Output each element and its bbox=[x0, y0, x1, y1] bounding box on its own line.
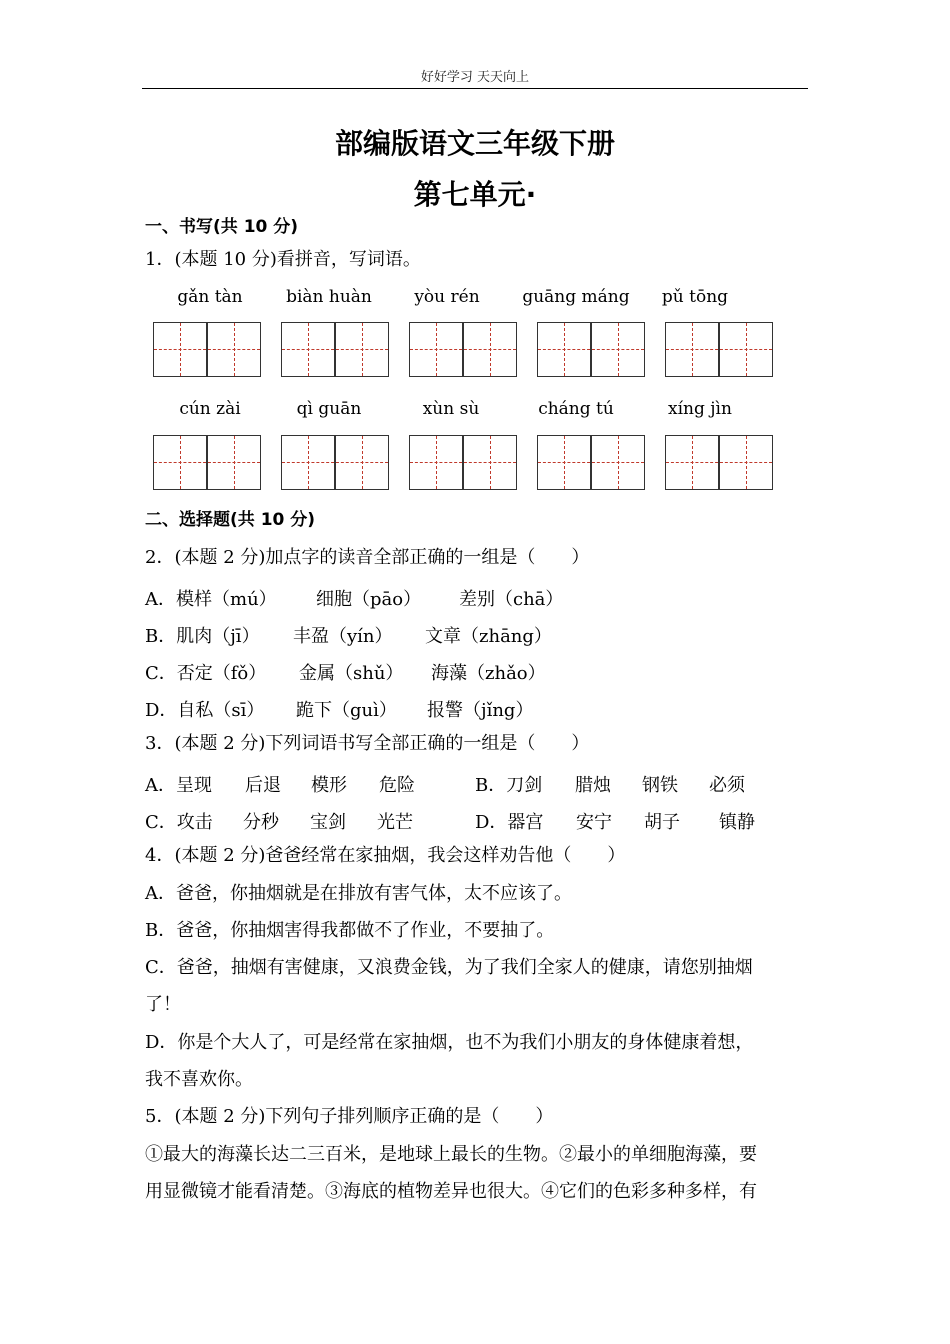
section-heading-writing: 一、书写(共 10 分) bbox=[145, 217, 299, 237]
option-c-word: 宝剑 bbox=[310, 812, 346, 833]
question-3-stem: 3．(本题 2 分)下列词语书写全部正确的一组是（ ） bbox=[145, 733, 590, 754]
option-c-word: 分秒 bbox=[243, 812, 279, 833]
option-c[interactable]: C．否定（fǒ） bbox=[145, 663, 267, 684]
option-b[interactable]: B．肌肉（jī） bbox=[145, 626, 260, 647]
writing-grid[interactable] bbox=[537, 435, 645, 490]
option-d-word: 胡子 bbox=[644, 812, 680, 833]
option-b[interactable]: B．爸爸，你抽烟害得我都做不了作业，不要抽了。 bbox=[145, 920, 555, 941]
pinyin-label: cháng tú bbox=[538, 399, 614, 419]
option-c[interactable]: C．爸爸，抽烟有害健康，又浪费金钱，为了我们全家人的健康，请您别抽烟 bbox=[145, 957, 753, 978]
unit-title: 第七单元· bbox=[413, 178, 537, 211]
pinyin-label: cún zài bbox=[179, 399, 241, 419]
option-b-word: 钢铁 bbox=[642, 775, 678, 796]
writing-grid[interactable] bbox=[409, 322, 517, 377]
writing-grid[interactable] bbox=[665, 435, 773, 490]
option-d-word: 报警（jǐng） bbox=[427, 700, 534, 721]
option-c-word: 海藻（zhǎo） bbox=[431, 663, 546, 684]
pinyin-label: xùn sù bbox=[422, 399, 480, 419]
pinyin-label: qì guān bbox=[296, 399, 362, 419]
page-title: 部编版语文三年级下册 bbox=[334, 127, 615, 160]
option-a-word: 差别（chā） bbox=[459, 589, 564, 610]
option-d-word: 安宁 bbox=[576, 812, 612, 833]
question-5-passage: 用显微镜才能看清楚。③海底的植物差异也很大。④它们的色彩多种多样，有 bbox=[145, 1181, 757, 1202]
option-c[interactable]: C．攻击 bbox=[145, 812, 213, 833]
option-b[interactable]: B．刀剑 bbox=[475, 775, 543, 796]
option-a-word: 后退 bbox=[245, 775, 281, 796]
option-d[interactable]: D．你是个大人了，可是经常在家抽烟，也不为我们小朋友的身体健康着想， bbox=[145, 1032, 754, 1053]
header-text: 好好学习 天天向上 bbox=[420, 70, 530, 85]
question-4-stem: 4．(本题 2 分)爸爸经常在家抽烟，我会这样劝告他（ ） bbox=[145, 845, 626, 866]
writing-grid[interactable] bbox=[153, 435, 261, 490]
question-1-stem: 1．(本题 10 分)看拼音，写词语。 bbox=[145, 249, 421, 270]
option-a-word: 危险 bbox=[379, 775, 415, 796]
pinyin-label: yòu rén bbox=[414, 287, 480, 307]
pinyin-label: gǎn tàn bbox=[177, 287, 243, 307]
option-d-word: 镇静 bbox=[719, 812, 755, 833]
option-b-word: 腊烛 bbox=[575, 775, 611, 796]
pinyin-label: pǔ tōng bbox=[661, 287, 729, 307]
option-c-word: 金属（shǔ） bbox=[299, 663, 404, 684]
question-5-passage: ①最大的海藻长达二三百米，是地球上最长的生物。②最小的单细胞海藻，要 bbox=[145, 1144, 757, 1165]
writing-grid[interactable] bbox=[409, 435, 517, 490]
option-a[interactable]: A．模样（mú） bbox=[145, 589, 277, 610]
section-heading-choice: 二、选择题(共 10 分) bbox=[145, 510, 316, 530]
option-a[interactable]: A．爸爸，你抽烟就是在排放有害气体，太不应该了。 bbox=[145, 883, 572, 904]
option-d-continued: 我不喜欢你。 bbox=[145, 1069, 253, 1090]
pinyin-label: biàn huàn bbox=[286, 287, 372, 307]
writing-grid[interactable] bbox=[153, 322, 261, 377]
option-c-word: 光芒 bbox=[377, 812, 413, 833]
header-rule bbox=[142, 88, 808, 89]
question-2-stem: 2．(本题 2 分)加点字的读音全部正确的一组是（ ） bbox=[145, 547, 590, 568]
option-d[interactable]: D．器宫 bbox=[475, 812, 544, 833]
question-5-stem: 5．(本题 2 分)下列句子排列顺序正确的是（ ） bbox=[145, 1106, 554, 1127]
option-a-word: 细胞（pāo） bbox=[316, 589, 422, 610]
option-b-word: 丰盈（yín） bbox=[293, 626, 393, 647]
option-d[interactable]: D．自私（sī） bbox=[145, 700, 265, 721]
pinyin-label: xíng jìn bbox=[668, 399, 732, 419]
writing-grid[interactable] bbox=[537, 322, 645, 377]
writing-grid[interactable] bbox=[281, 322, 389, 377]
writing-grid[interactable] bbox=[665, 322, 773, 377]
option-a[interactable]: A．呈现 bbox=[145, 775, 212, 796]
option-b-word: 文章（zhāng） bbox=[425, 626, 552, 647]
option-c-continued: 了！ bbox=[145, 994, 181, 1015]
option-d-word: 跪下（guì） bbox=[296, 700, 397, 721]
writing-grid[interactable] bbox=[281, 435, 389, 490]
option-b-word: 必须 bbox=[709, 775, 745, 796]
pinyin-label: guāng máng bbox=[522, 287, 630, 307]
option-a-word: 模形 bbox=[311, 775, 347, 796]
